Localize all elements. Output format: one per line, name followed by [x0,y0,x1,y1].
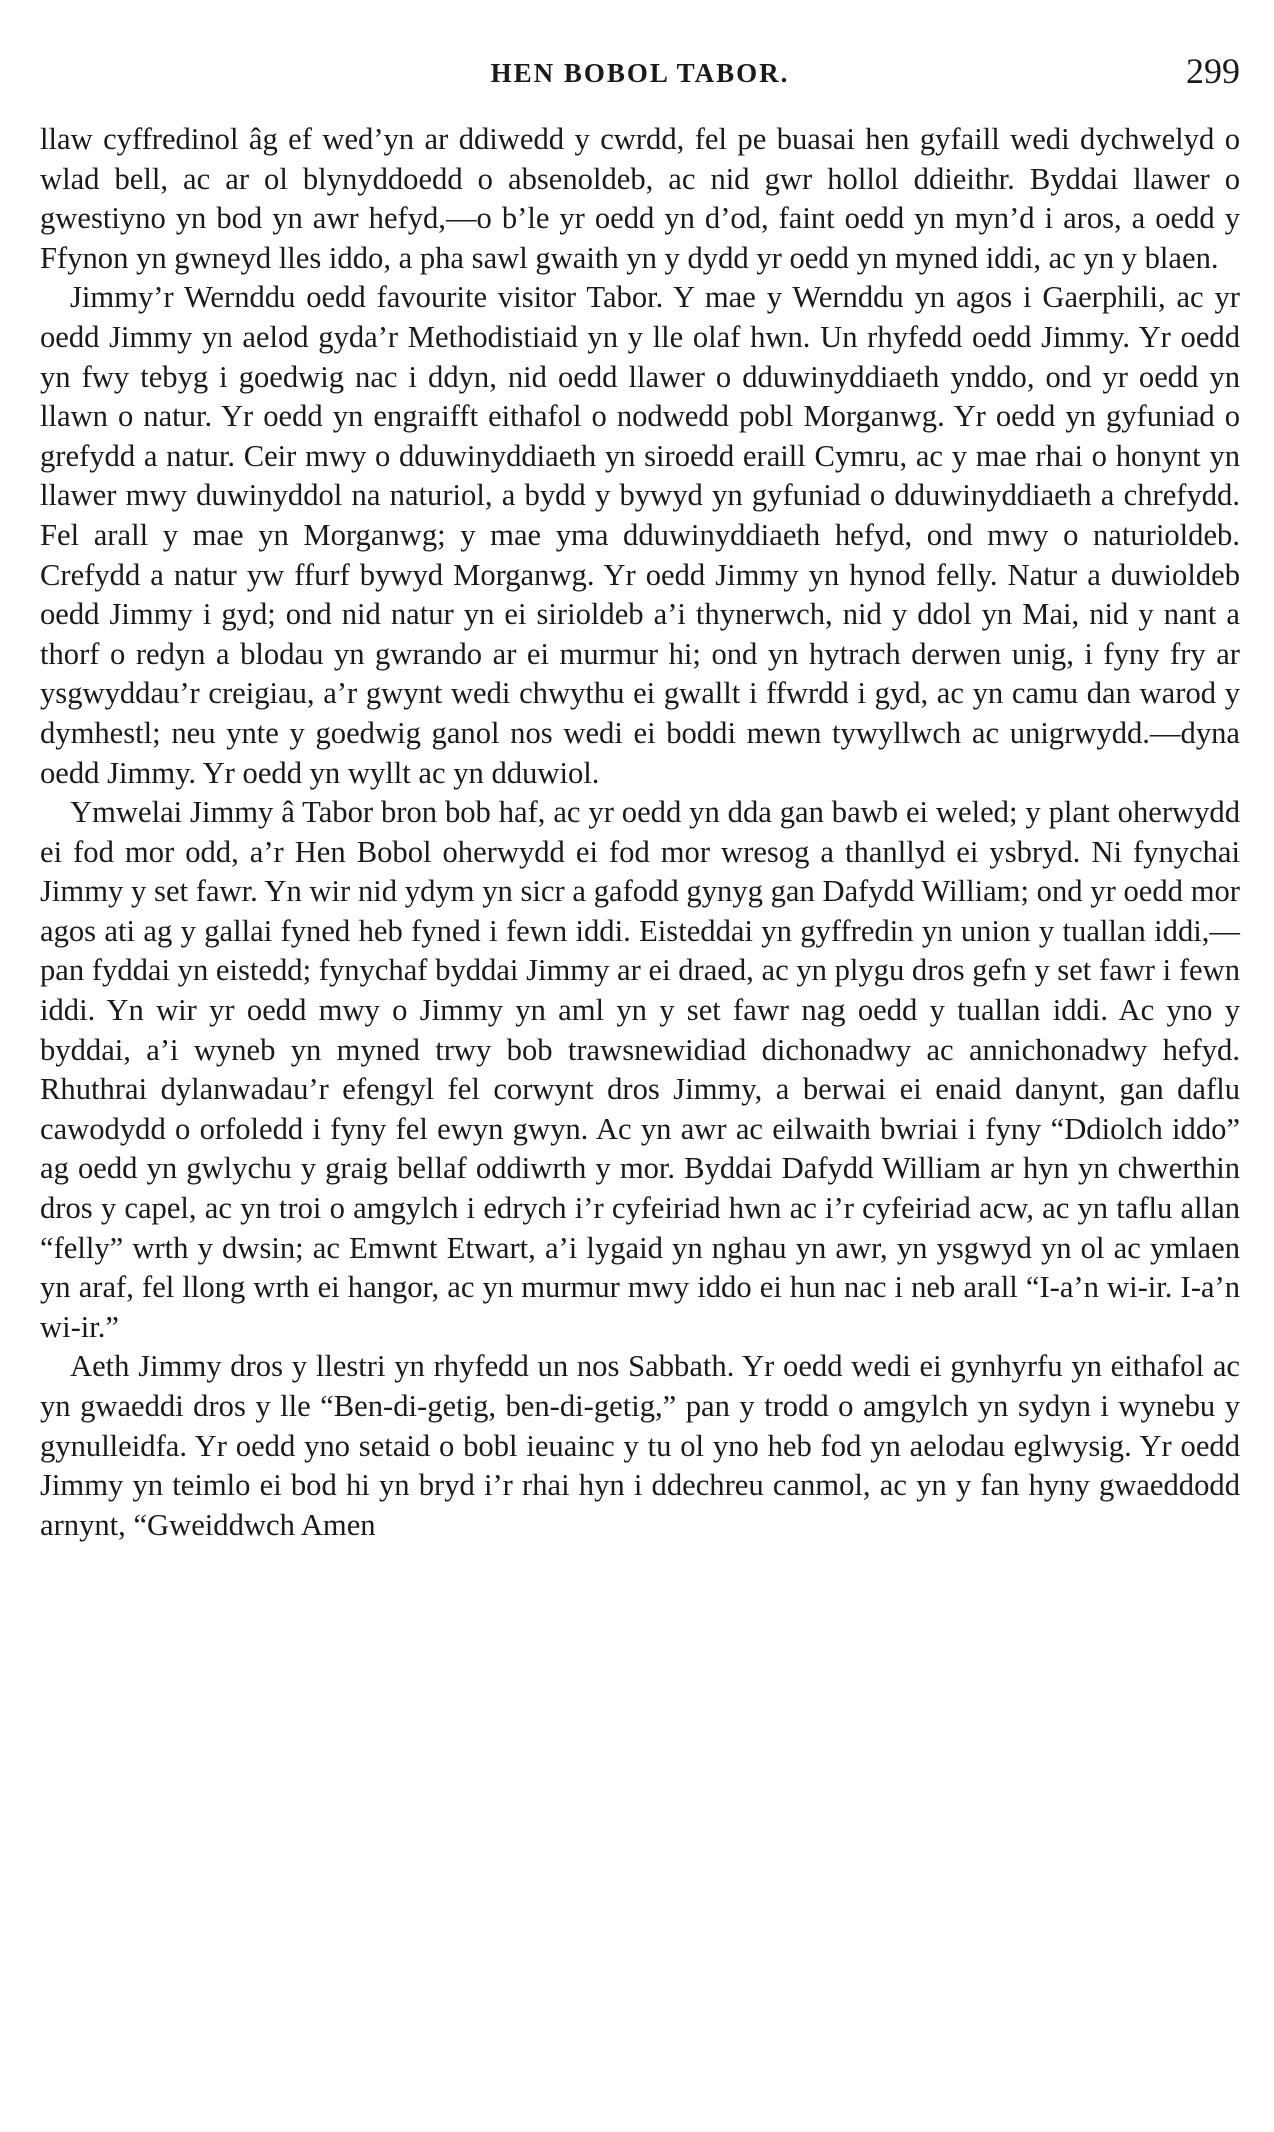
body-text [40,120,1240,1545]
book-page [40,40,1240,2100]
paragraph-3: Ymwelai Jimmy â Tabor bron bob haf, ac yr oedd yn dda gan bawb ei weled; y plant oherwydd ei fod mor odd, a’r Hen Bobol oherwydd ei fod mor wresog a thanllyd ei ysbryd. Ni fynychai Jimmy y set fawr. Yn wir nid ydym yn sicr a gafodd gynyg gan Dafydd William; ond yr oedd mor agos ati ag y gallai fyned heb fyned i fewn iddi. Eisteddai yn gyffredin yn union y tuallan iddi,—pan fyddai yn eistedd; fynychaf byddai Jimmy ar ei draed, ac yn plygu dros gefn y set fawr i fewn iddi. Yn wir yr oedd mwy o Jimmy yn aml yn y set fawr nag oedd y tuallan iddi. Ac yno y byddai, a’i wyneb yn myned trwy bob trawsnewidiad dichonadwy ac annichonadwy hefyd. Rhuthrai dylanwadau’r efengyl fel corwynt dros Jimmy, a berwai ei enaid danynt, gan daflu cawodydd o orfoledd i fyny fel ewyn gwyn. Ac yn awr ac eilwaith bwriai i fyny “Ddiolch iddo” ag oedd yn gwlychu y graig bellaf oddiwrth y mor. Byddai Dafydd William ar hyn yn chwerthin dros y capel, ac yn troi o amgylch i edrych i’r cyfeiriad hwn ac i’r cyfeiriad acw, ac yn taflu allan “felly” wrth y dwsin; ac Emwnt Etwart, a’i lygaid yn nghau yn awr, yn ysgwyd yn ol ac ymlaen yn araf, fel llong wrth ei hangor, ac yn murmur mwy iddo ei hun nac i neb arall “I-a’n wi-ir. I-a’n wi-ir.” [40,795,1240,1344]
paragraph-1: llaw cyffredinol âg ef wed’yn ar ddiwedd y cwrdd, fel pe buasai hen gyfaill wedi dychwelyd o wlad bell, ac ar ol blynyddoedd o absenoldeb, ac nid gwr hollol ddieithr. Byddai llawer o gwestiyno yn bod yn awr hefyd,—o b’le yr oedd yn d’od, faint oedd yn myn’d i aros, a oedd y Ffynon yn gwneyd lles iddo, a pha sawl gwaith yn y dydd yr oedd yn myned iddi, ac yn y blaen. [40,122,1240,275]
running-head [40,40,1240,104]
page-number: 299 [1186,51,1240,91]
paragraph-4: Aeth Jimmy dros y llestri yn rhyfedd un nos Sabbath. Yr oedd wedi ei gynhyrfu yn eithafol ac yn gwaeddi dros y lle “Ben-di-getig, ben-di-getig,” pan y trodd o amgylch yn sydyn i wynebu y gynulleidfa. Yr oedd yno setaid o bobl ieuainc y tu ol yno heb fod yn aelodau eglwysig. Yr oedd Jimmy yn teimlo ei bod hi yn bryd i’r rhai hyn i ddechreu canmol, ac yn y fan hyny gwaeddodd arnynt, “Gweiddwch Amen [40,1349,1240,1542]
paragraph-2: Jimmy’r Wernddu oedd favourite visitor Tabor. Y mae y Wernddu yn agos i Gaerphili, ac yr oedd Jimmy yn aelod gyda’r Methodistiaid yn y lle olaf hwn. Un rhyfedd oedd Jimmy. Yr oedd yn fwy tebyg i goedwig nac i ddyn, nid oedd llawer o dduwinyddiaeth ynddo, ond yr oedd yn llawn o natur. Yr oedd yn engraifft eithafol o nodwedd pobl Morganwg. Yr oedd yn gyfuniad o grefydd a natur. Ceir mwy o dduwinyddiaeth yn siroedd eraill Cymru, ac y mae rhai o honynt yn llawer mwy duwinyddol na naturiol, a bydd y bywyd yn gyfuniad o dduwinyddiaeth a chrefydd. Fel arall y mae yn Morganwg; y mae yma dduwinyddiaeth hefyd, ond mwy o naturioldeb. Crefydd a natur yw ffurf bywyd Morganwg. Yr oedd Jimmy yn hynod felly. Natur a duwioldeb oedd Jimmy i gyd; ond nid natur yn ei sirioldeb a’i thynerwch, nid y ddol yn Mai, nid y nant a thorf o redyn a blodau yn gwrando ar ei murmur hi; ond yn hytrach derwen unig, i fyny fry ar ysgwyddau’r creigiau, a’r gwynt wedi chwythu ei gwallt i ffwrdd i gyd, ac yn camu dan warod y dymhestl; neu ynte y goedwig ganol nos wedi ei boddi mewn tywyllwch ac unigrwydd.—dyna oedd Jimmy. Yr oedd yn wyllt ac yn dduwiol. [40,280,1240,790]
running-title: HEN BOBOL TABOR. [490,58,790,88]
